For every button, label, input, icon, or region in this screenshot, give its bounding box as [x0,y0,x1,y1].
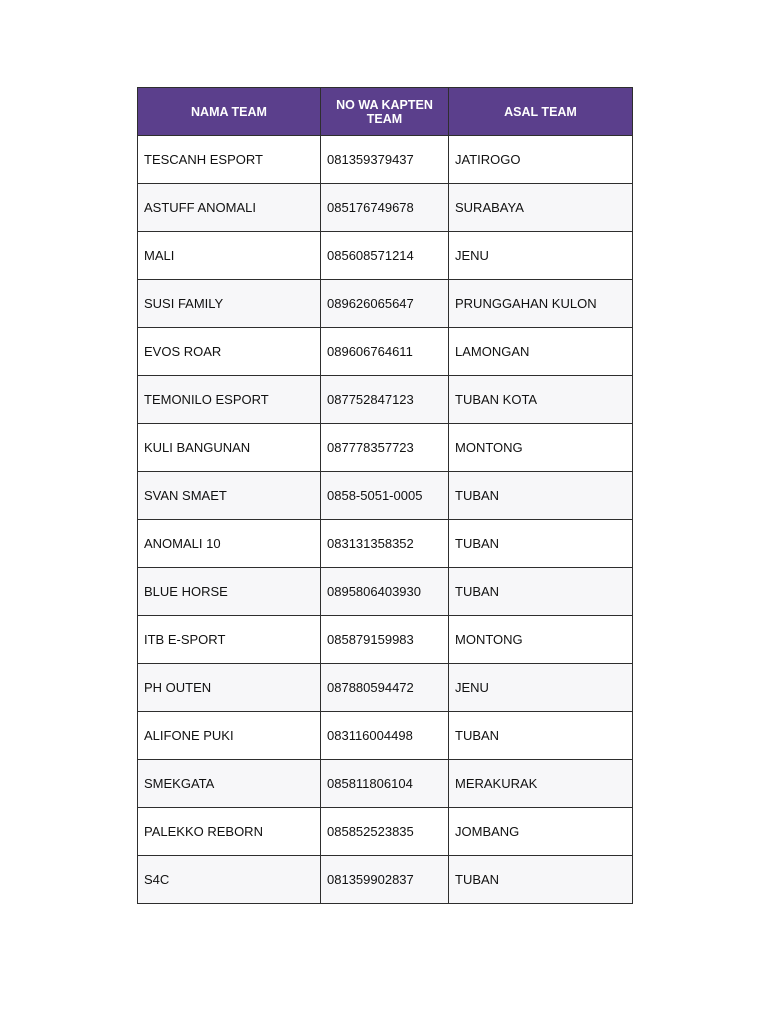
cell-nama-team: ALIFONE PUKI [138,712,321,760]
cell-no-wa-kapten: 087752847123 [321,376,449,424]
cell-asal-team: TUBAN [449,472,633,520]
cell-nama-team: KULI BANGUNAN [138,424,321,472]
table-row [138,280,633,328]
cell-asal-team: TUBAN [449,520,633,568]
cell-nama-team: ITB E-SPORT [138,616,321,664]
cell-no-wa-kapten: 085852523835 [321,808,449,856]
cell-asal-team: TUBAN [449,856,633,904]
cell-asal-team: SURABAYA [449,184,633,232]
table-row [138,808,633,856]
table-row [138,712,633,760]
cell-no-wa-kapten: 089606764611 [321,328,449,376]
cell-asal-team: MONTONG [449,424,633,472]
table-body [138,136,633,904]
table-row [138,568,633,616]
table-row [138,184,633,232]
cell-asal-team: MERAKURAK [449,760,633,808]
table-row [138,328,633,376]
cell-nama-team: PALEKKO REBORN [138,808,321,856]
table-row [138,232,633,280]
table-row [138,760,633,808]
table-row [138,520,633,568]
cell-nama-team: BLUE HORSE [138,568,321,616]
cell-nama-team: TESCANH ESPORT [138,136,321,184]
cell-no-wa-kapten: 083116004498 [321,712,449,760]
table-row [138,616,633,664]
cell-nama-team: ASTUFF ANOMALI [138,184,321,232]
cell-asal-team: LAMONGAN [449,328,633,376]
cell-nama-team: EVOS ROAR [138,328,321,376]
cell-no-wa-kapten: 085176749678 [321,184,449,232]
cell-nama-team: TEMONILO ESPORT [138,376,321,424]
cell-no-wa-kapten: 087880594472 [321,664,449,712]
cell-nama-team: S4C [138,856,321,904]
cell-asal-team: JATIROGO [449,136,633,184]
table-row [138,472,633,520]
cell-nama-team: ANOMALI 10 [138,520,321,568]
table-header-row [138,88,633,136]
cell-asal-team: JENU [449,664,633,712]
cell-no-wa-kapten: 089626065647 [321,280,449,328]
table-row [138,664,633,712]
cell-asal-team: PRUNGGAHAN KULON [449,280,633,328]
cell-asal-team: TUBAN [449,568,633,616]
cell-no-wa-kapten: 085879159983 [321,616,449,664]
cell-no-wa-kapten: 081359902837 [321,856,449,904]
cell-asal-team: JENU [449,232,633,280]
cell-no-wa-kapten: 0858-5051-0005 [321,472,449,520]
header-nama-team: NAMA TEAM [138,88,321,136]
cell-asal-team: MONTONG [449,616,633,664]
cell-asal-team: JOMBANG [449,808,633,856]
table-row [138,856,633,904]
cell-nama-team: PH OUTEN [138,664,321,712]
table-row [138,424,633,472]
cell-nama-team: SUSI FAMILY [138,280,321,328]
cell-nama-team: SMEKGATA [138,760,321,808]
header-asal-team: ASAL TEAM [449,88,633,136]
cell-no-wa-kapten: 087778357723 [321,424,449,472]
header-no-wa-kapten-team: NO WA KAPTEN TEAM [321,88,449,136]
cell-no-wa-kapten: 081359379437 [321,136,449,184]
cell-nama-team: MALI [138,232,321,280]
cell-nama-team: SVAN SMAET [138,472,321,520]
cell-asal-team: TUBAN KOTA [449,376,633,424]
cell-no-wa-kapten: 085608571214 [321,232,449,280]
table-row [138,136,633,184]
table-row [138,376,633,424]
team-table [137,87,633,904]
cell-no-wa-kapten: 083131358352 [321,520,449,568]
cell-no-wa-kapten: 0895806403930 [321,568,449,616]
cell-asal-team: TUBAN [449,712,633,760]
cell-no-wa-kapten: 085811806104 [321,760,449,808]
